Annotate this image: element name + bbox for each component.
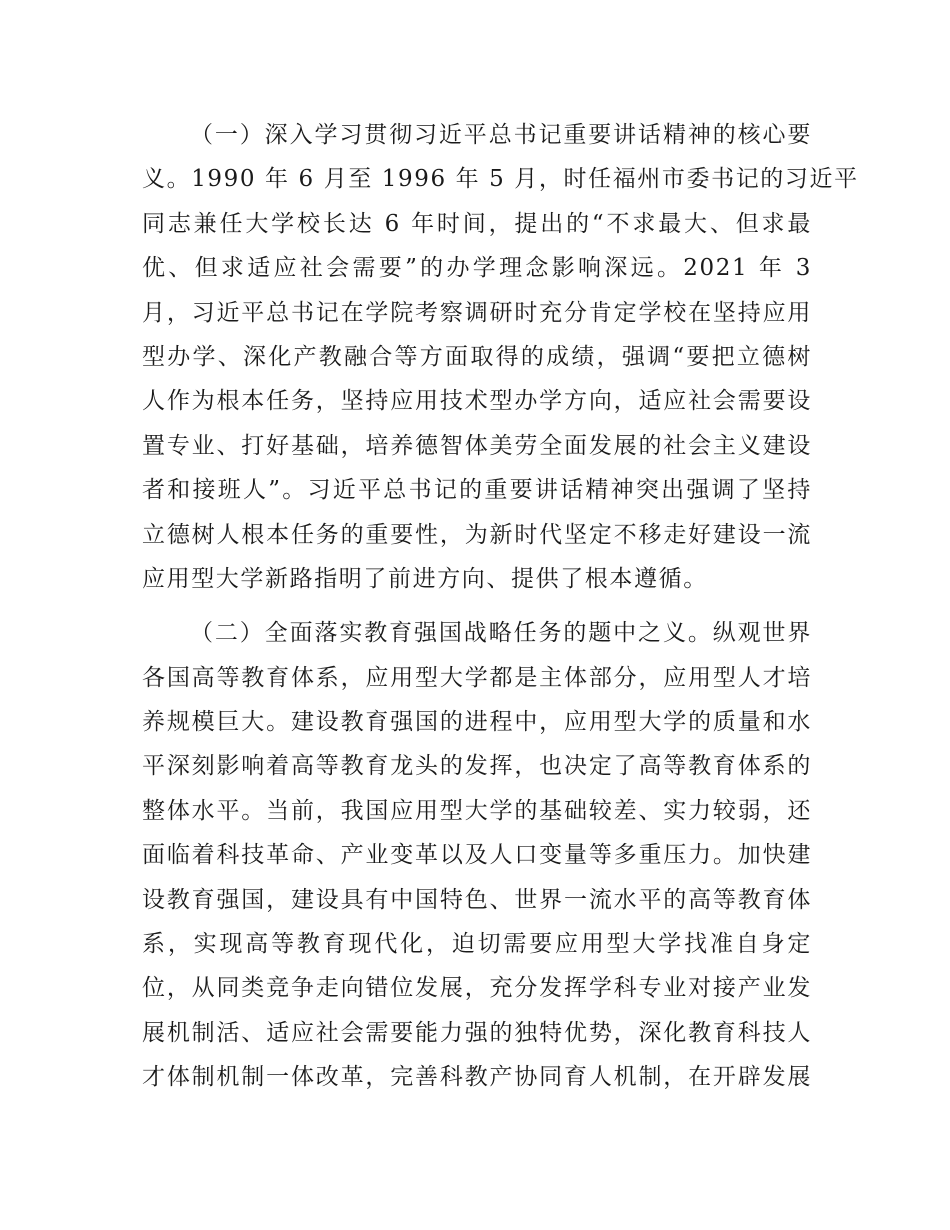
paragraph-line: 整体水平。当前，我国应用型大学的基础较差、实力较弱，还 — [142, 797, 812, 824]
paragraph-line: 才体制机制一体改革，完善科教产协同育人机制，在开辟发展 — [142, 1064, 812, 1091]
paragraph-line: 展机制活、适应社会需要能力强的独特优势，深化教育科技人 — [142, 1019, 812, 1046]
paragraph-line: 设教育强国，建设具有中国特色、世界一流水平的高等教育体 — [142, 886, 812, 913]
paragraph-line: 面临着科技革命、产业变革以及人口变量等多重压力。加快建 — [142, 842, 812, 869]
paragraph-line: 置专业、打好基础，培养德智体美劳全面发展的社会主义建设 — [142, 432, 812, 459]
paragraph-line: 同志兼任大学校长达 6 年时间，提出的“不求最大、但求最 — [142, 210, 812, 237]
paragraph-line: 义。1990 年 6 月至 1996 年 5 月，时任福州市委书记的习近平 — [142, 166, 859, 193]
paragraph-line: 立德树人根本任务的重要性，为新时代坚定不移走好建设一流 — [142, 521, 812, 548]
paragraph-line: 位，从同类竞争走向错位发展，充分发挥学科专业对接产业发 — [142, 975, 812, 1002]
paragraph-line: 平深刻影响着高等教育龙头的发挥，也决定了高等教育体系的 — [142, 753, 812, 780]
paragraph-spacer — [142, 601, 812, 611]
paragraph-line: （二）全面落实教育强国战略任务的题中之义。纵观世界 — [190, 620, 812, 647]
paragraph-line: 月，习近平总书记在学院考察调研时充分肯定学校在坚持应用 — [142, 299, 812, 326]
paragraph-2 — [142, 611, 812, 1099]
document-body — [142, 113, 859, 1100]
paragraph-line: 优、但求适应社会需要”的办学理念影响深远。2021 年 3 — [142, 255, 812, 282]
paragraph-line: 系，实现高等教育现代化，迫切需要应用型大学找准自身定 — [142, 931, 812, 958]
paragraph-line: 人作为根本任务，坚持应用技术型办学方向，适应社会需要设 — [142, 388, 812, 415]
paragraph-line: 者和接班人”。习近平总书记的重要讲话精神突出强调了坚持 — [142, 477, 812, 504]
paragraph-line: 各国高等教育体系，应用型大学都是主体部分，应用型人才培 — [142, 664, 812, 691]
paragraph-line: 型办学、深化产教融合等方面取得的成绩，强调“要把立德树 — [142, 343, 812, 370]
paragraph-line: （一）深入学习贯彻习近平总书记重要讲话精神的核心要 — [190, 122, 812, 148]
paragraph-line: 养规模巨大。建设教育强国的进程中，应用型大学的质量和水 — [142, 709, 812, 736]
paragraph-1 — [142, 113, 859, 601]
paragraph-line: 应用型大学新路指明了前进方向、提供了根本遵循。 — [142, 565, 708, 592]
